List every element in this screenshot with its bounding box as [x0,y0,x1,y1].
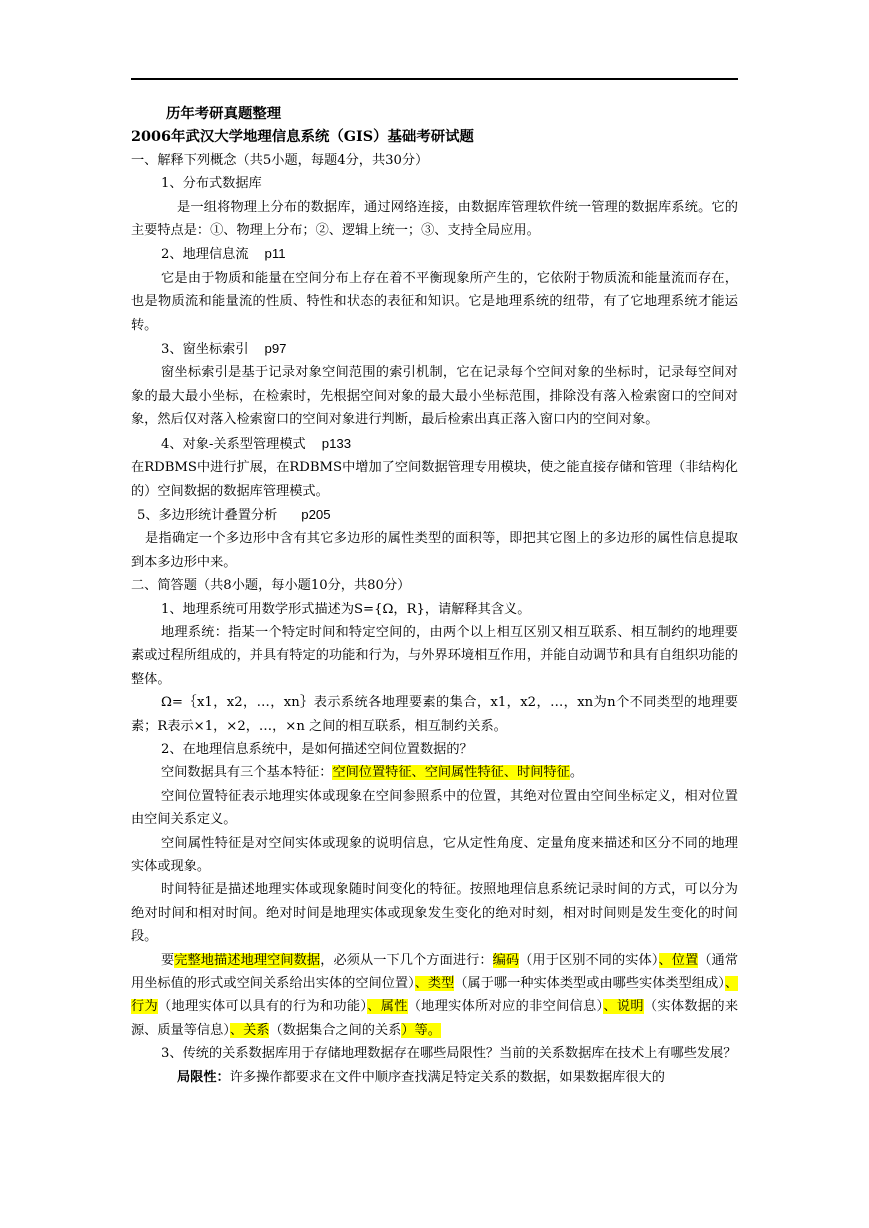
s2-q1-p1: 地理系统：指某一个特定时间和特定空间的，由两个以上相互区别又相互联系、相互制约的地理要素或过程所组成的，并具有特定的功能和行为，与外界环境相互作用，并能自动调节和具有自组织功能的整体。 [131,624,738,687]
aspect-end: ）等。 [401,1022,441,1038]
aspect-guanxi: 、关系 [229,1022,270,1038]
aspect-shuxing-note: （地理实体所对应的非空间信息） [407,999,604,1015]
s1-q4-body: 在RDBMS中进行扩展，在RDBMS中增加了空间数据管理专用模块，使之能直接存储和管理（非结构化的）空间数据的数据库管理模式。 [131,460,738,499]
s1-q2-body: 它是由于物质和能量在空间分布上存在着不平衡现象所产生的，它依附于物质流和能量流而存在，也是物质流和能量流的性质、特性和状态的表征和知识。它是地理系统的纽带，有了它地理系统才能运转。 [131,270,738,333]
s1-q3-page: p97 [264,341,287,357]
aspect-xingwei-note: （地理实体可以具有的行为和功能） [157,999,368,1015]
s1-q2-page: p11 [264,246,286,262]
s1-q4-page: p133 [321,435,352,451]
features-highlight: 空间位置特征、空间属性特征、时间特征 [332,765,570,781]
limit-label: 局限性： [177,1069,230,1085]
s2-q2-position: 空间位置特征表示地理实体或现象在空间参照系中的位置，其绝对位置由空间坐标定义，相对位置由空间关系定义。 [131,788,738,828]
s1-q3-title-text: 3、窗坐标索引 [161,342,249,358]
s2-q2-attribute: 空间属性特征是对空间实体或现象的说明信息，它从定性角度、定量角度来描述和区分不同的地理实体或现象。 [131,835,738,874]
s2-q1-p2: Ω=｛x1，x2，…，xn｝表示系统各地理要素的集合，x1，x2，…，xn为n个不同类型的地理要素；R表示×1，×2，…，×n 之间的相互联系，相互制约关系。 [131,695,738,734]
aspect-xingwei: 、行为 [131,976,738,1015]
aspect-sep1: 、 [658,952,672,968]
aspects-lead-rest: ，必须从一下几个方面进行： [320,952,493,968]
aspect-guanxi-note: （数据集合之间的关系 [269,1022,402,1038]
s2-q2-time: 时间特征是描述地理实体或现象随时间变化的特征。按照地理信息系统记录时间的方式，可以分为绝对时间和相对时间。绝对时间是地理实体或现象发生变化的绝对时刻，相对时间则是发生变化的时间段。 [131,882,738,945]
aspect-weizhi: 位置 [671,952,699,968]
aspect-shuoming-note: （实体数据的来源、质量等信息） [131,999,739,1038]
features-intro: 空间数据具有三个基本特征： [161,765,333,781]
s1-q1-title: 1、分布式数据库 [161,176,262,192]
aspect-bianma-note: （用于区别不同的实体） [519,952,659,968]
aspect-leixing-note: （属于哪一种实体类型或由哪些实体类型组成） [454,976,725,992]
s1-q3-body: 窗坐标索引是基于记录对象空间范围的索引机制，它在记录每个空间对象的坐标时，记录每空间对象的最大最小坐标，在检索时，先根据空间对象的最大最小坐标范围，排除没有落入检索窗口的空间对象，然后仅对落入检索窗口的空间对象进行判断，最后检索出真正落入窗口内的空间对象。 [131,365,738,428]
aspect-shuoming: 、说明 [603,999,644,1015]
s1-q3-title [131,337,738,361]
document-heading: 历年考研真题整理 [166,105,282,122]
top-rule [131,78,738,80]
aspect-bianma: 编码 [492,952,520,968]
s2-q2-title: 2、在地理信息系统中，是如何描述空间位置数据的？ [161,741,473,757]
section1-heading: 一、解释下列概念（共5小题，每题4分，共30分） [131,152,429,168]
section2-heading: 二、简答题（共8小题，每小题10分，共80分） [131,578,411,594]
aspect-shuxing: 、属性 [367,999,408,1015]
s1-q2-title-text: 2、地理信息流 [161,247,249,263]
aspects-lead-highlight: 完整地描述地理空间数据 [174,952,321,968]
aspect-weizhi-note: （通常用坐标值的形式或空间关系给出实体的空间位置） [131,952,739,992]
s2-q1-title: 1、地理系统可用数学形式描述为S={Ω，R}，请解释其含义。 [161,601,531,617]
limit-text: 许多操作都要求在文件中顺序查找满足特定关系的数据，如果数据库很大的 [229,1069,665,1085]
s2-q2-features [131,761,738,784]
s1-q4-title-text: 4、对象-关系型管理模式 [161,436,306,452]
s1-q1-body: 是一组将物理上分布的数据库，通过网络连接，由数据库管理软件统一管理的数据库系统。它的主要特点是：①、物理上分布；②、逻辑上统一；③、支持全局应用。 [131,199,738,239]
s2-q2-aspects [131,949,738,1043]
s2-q3-title: 3、传统的关系数据库用于存储地理数据存在哪些局限性？当前的关系数据库在技术上有哪些发展？ [161,1046,737,1062]
s1-q5-page: p205 [301,506,331,522]
aspects-lead: 要 [161,952,175,968]
s1-q4-title [131,432,738,456]
document-page [131,102,738,1089]
aspect-leixing: 、类型 [414,976,455,992]
exam-title: 2006年武汉大学地理信息系统（GIS）基础考研试题 [131,128,474,146]
s1-q5-title-text: 5、多边形统计叠置分析 [137,507,278,523]
features-end: 。 [569,765,583,781]
s1-q5-body: 是指确定一个多边形中含有其它多边形的属性类型的面积等，即把其它图上的多边形的属性信息提取到本多边形中来。 [131,531,738,570]
s2-q3-limit [131,1066,738,1089]
s1-q5-title [131,503,738,527]
s1-q2-title [131,242,738,266]
